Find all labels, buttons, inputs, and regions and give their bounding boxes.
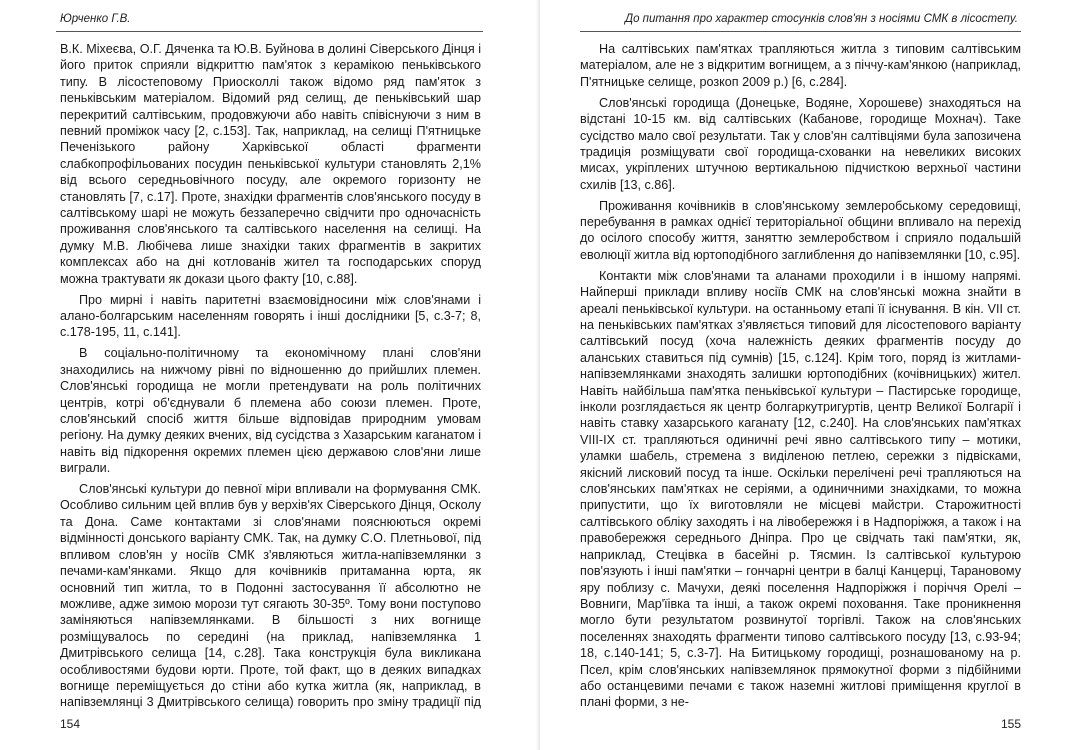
right-paragraph-4: Контакти між слов'янами та аланами проходили і в іншому напрямі. Найперші приклади впливу носіїв СМК на слов'янські можна знайти в ареалі пеньківської культури. на останньому етапі її існування. В кін. VII ст. на пеньківських пам'ятках з'являється типовий для лісостепового варіанту салтівський посуд (хоча належність деяких фрагментів посуду до аланських ставиться під сумнів) [15, с.124]. Крім того, поряд із житлами-напівземлянками знаходять залишки юртоподібних (кочівницьких) жител. Навіть найбільша пам'ятка пеньківської культури – Пастирське городище, інколи розглядається як центр болгаркутригуртів, центр Великої Болгарії і навіть ставку хазарського каганату [12, с.240]. На слов'янських пам'ятках VIII-IX ст. трапляються одиничні речі явно салтівського типу – мотики, уламки шабель, стремена з виділеною петлею, сережки з підвісками, якісний лисковий посуд та інше. Оскільки перелічені речі трапляються на слов'янських пам'ятках не серіями, а одиничними знахідками, то можна припустити, що їх виготовляли не місцеві майстри. Старожитності салтівського обліку заходять і на лівобережжя і в Надпоріжжя, а також і на правобережжя середнього Дніпра. Про це свідчать такі пам'ятки, як, наприклад, Стецівка в басейні р. Тясмин. Із салтівської культурою пов'язують і інші пам'ятки – гончарні центри в балці Канцерці, Тарановому яру поблизу с. Мачухи, деякі поселення Надпоріжжя і поріччя Орелі – Вовниги, Мар'їівка та інші, а також окремі поховання. Таке проникнення могло бути результатом розвинутої торгівлі. Також на слов'янських поселеннях знаходять фрагменти типово салтівського посуду [13, с.93-94; 18, с.140-141; 5, с.3-7]. На Битицькому городищі, рознашованому на р. Псел, крім слов'янських напівземлянок прямокутної форми з підбійними або останцевими печами є також наземні житлові приміщення круглої в плані форми, з не- [580,268,1021,710]
right-header-rule [580,31,1021,32]
right-page [540,0,1080,750]
left-paragraph-2: Про мирні і навіть паритетні взаємовідносини між слов'янами і алано-болгарським населенням говорять і інші дослідники [5, с.3-7; 8, с.178-195, 11, с.141]. [60,292,481,340]
left-body-text [60,41,481,711]
left-paragraph-3: В соціально-політичному та економічному плані слов'яни знаходились на нижчому рівні по відношенню до прийшлих племен. Слов'янські городища не могли претендувати на роль політичних центрів, котрі об'єднували б племена або союзи племен. Проте, слов'янський спосіб життя більше відповідав природним умовам регіону. На думку деяких вчених, від сусідства з Хазарським каганатом і навіть від підкорення окремих племен цією державою слов'яни лише виграли. [60,346,481,476]
left-page-number: 154 [60,717,81,731]
left-paragraph-1: В.К. Міхеєва, О.Г. Дяченка та Ю.В. Буйнова в долині Сіверського Дінця і його приток сприяли відкриттю пам'яток з керамікою пеньківського типу. В лісостеповому Приосколлі також відомо ряд пам'яток з пеньківським матеріалом. Відомий ряд селищ, де пеньківський шар перекритий салтівським, продовжуючи або навіть співіснуючи з ним в певний проміжок часу [2, с.153]. Так, наприклад, на селищі П'ятницьке Печенізького району Харківської області фрагменти слабкопрофільованих посудин пеньківської культури становлять 2,1% від всього середньовічного посуду, але окремого горизонту не становлять [7, с.17]. Проте, знахідки фрагментів слов'янського посуду в салтівському шарі не можуть беззаперечно свідчити про одночасність проживання слов'янського та салтівського населення на селищі. На думку М.В. Любічева лише знахідки таких фрагментів в закритих комплексах або на дні котлованів жител та господарських споруд можна трактувати як докази цього факту [10, с.88]. [60,42,481,286]
right-paragraph-3: Проживання кочівників в слов'янському землеробському середовищі, перебування в рамках однієї територіальної общини впливало на перехід до осілого способу життя, заняттю землеробством і сприяло подальшій еволюції житла від юртоподібного заглиблення до напівземлянки [10, с.95]. [580,198,1021,262]
left-running-head: Юрченко Г.В. [60,13,131,25]
right-body-text [580,41,1021,711]
left-paragraph-4: Слов'янські культури до певної міри впливали на формування СМК. Особливо сильним цей вплив був у верхів'ях Сіверського Дінця, Осколу та Дона. Саме контактами зі слов'янами пояснюються окремі відмінності донського варіанту СМК. Так, на думку С.О. Плетньової, під впливом слов'ян у носіїв СМК з'являються житла-напівземлянки з печами-кам'янками. Якщо для кочівників притаманна юрта, як основний тип житла, то в Подонні застосування її абсолютно не можливе, адже зимою морози тут сягають 30-35º. Тому вони поступово заміняються напівземлянками. В більшості з них вогнище розміщувалось по середині (на приклад, напівземлянка 1 Дмитрівського селища [14, с.28]. Така конструкція була викликана особливостями будови юрти. Проте, той факт, що в деяких випадках вогнище переміщується до стіни або кутка житла (як, наприклад, в напівземлянці 3 Дмитрівського селища) говорить про зміну традиції під [60,482,481,710]
right-paragraph-2: Слов'янські городища (Донецьке, Водяне, Хорошеве) знаходяться на відстані 10-15 км. від салтівських (Кабанове, городище Мохнач). Таке сусідство мало свої результати. Так у слов'ян салтівціями була запозичена традиція розміщувати свої городища-схованки на невеликих високих мисах, укріплених штучною вертикальною підчисткою верхньої частини схилів [13, с.86]. [580,95,1021,192]
right-paragraph-1: На салтівських пам'ятках трапляються житла з типовим салтівським матеріалом, але не з відкритим вогнищем, а з піччу-кам'янкою (наприклад, П'ятницьке селище, розкоп 2009 р.) [6, с.284]. [580,42,1021,89]
right-page-number: 155 [1000,717,1021,731]
left-header-rule [56,31,483,32]
right-running-head: До питання про характер стосунків слов'ян з носіями СМК в лісостепу. [624,13,1018,25]
